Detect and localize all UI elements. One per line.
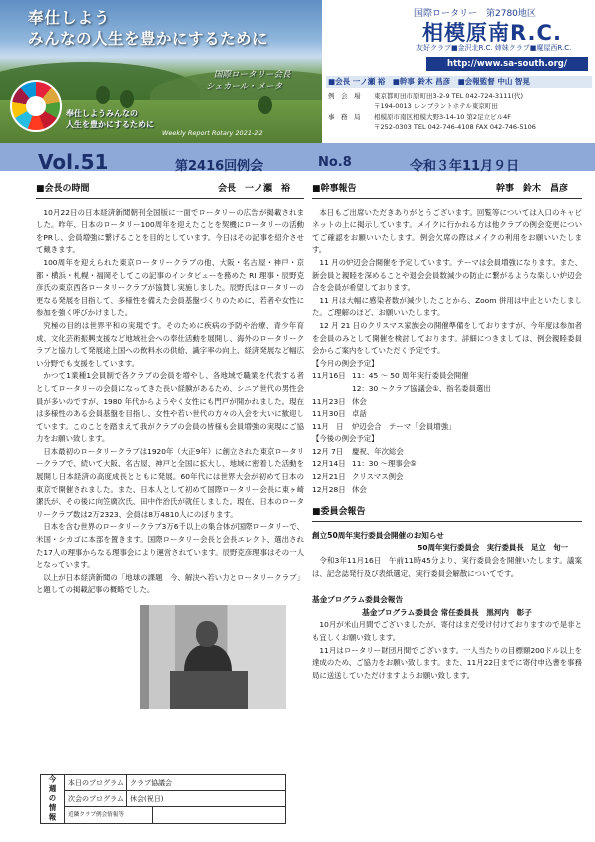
meeting-place-zip-row: [328, 101, 498, 110]
paragraph: 10月が米山月間でございましたが、寄付はまだ受け付けておりますので是非とも宜しくお願い致します。: [312, 620, 582, 642]
meeting-place-zip: 〒194-0013 レンブラントホテル東京町田: [374, 102, 498, 110]
tree-shape: [120, 90, 134, 108]
paragraph: 本日もご出席いただきありがとうございます。回覧等については入口のキャビネットの上に掲示しています。メイクに行かれる方は他クラブの例会変更についてご確認をお願いいたします。例会欠席の際はメイクの利用をお願いいたします。: [312, 207, 582, 255]
schedule-row: 12月14日 11：30 ～理事会⑤: [312, 459, 417, 469]
paragraph: 11月はロータリー財団月間でございます。一人当たりの目標額200ドル以上を達成のため、ご協力をお願い致します。また、11月22日までに寄付申込書を事務局に送送していただけますようお願い致します。: [312, 645, 582, 680]
office-label: 事 務 局: [328, 113, 361, 121]
rotary-theme-logo: [10, 80, 62, 132]
podium-shape: [170, 671, 248, 709]
schedule-title: 【今後の例会予定】: [312, 434, 379, 444]
info-key: 本日のプログラム: [65, 775, 127, 790]
slogan-line1: 奉仕しよう: [28, 9, 111, 27]
weekly-info-table: [40, 774, 286, 824]
website-link[interactable]: http://www.sa-south.org/: [426, 57, 588, 71]
info-row: [65, 791, 285, 807]
section-byline: 幹事 鈴木 昌彦: [495, 184, 568, 194]
section-title: ■会長の時間: [36, 184, 90, 194]
schedule-row: 11月23日 休会: [312, 396, 367, 406]
committee-item-title: 基金プログラム委員会報告: [312, 595, 404, 605]
paragraph: 究極の目的は世界平和の実現です。そのために疾病の予防や治療、青少年育成、文化芸術振興支援など地域社会への奉仕活動を展開し、海外のロータリークラブと協力して発展途上国への飲料水の供給、識字率の向上、経済発展など幅広い分野でも支援をしています。: [36, 320, 304, 368]
office-row: [328, 112, 511, 121]
secretary-column: [312, 183, 582, 682]
logo-text-line1: 奉仕しようみんなの: [66, 109, 138, 118]
committee-item-byline: 基金プログラム委員会 常任委員長 黒河内 彰子: [362, 607, 532, 617]
weekly-report-label: Weekly Report Rotary 2021-22: [162, 129, 263, 137]
issue-date: 令和３年11月９日: [410, 159, 520, 174]
schedule-row: 12：30 ～クラブ協議会①、指名委員選出: [352, 383, 491, 393]
schedule-title: 【今月の例会予定】: [312, 358, 379, 368]
officers-bar: ■会長 一ノ瀬 裕 ■幹事 鈴木 昌彦 ■会報監督 中山 智晃: [326, 76, 592, 88]
info-value: 休会(祝日): [130, 795, 164, 803]
paragraph: 11 月の炉辺会合開催を予定しています。テーマは会員増強になります。また、新会員と親睦を深めることや退会会員数減少の防止に繋がるような楽しい炉辺会合を会員が希望しております。: [312, 257, 582, 293]
club-name: 相模原南R.C.: [422, 21, 562, 45]
committee-section-header: [312, 506, 582, 522]
section-title: ■委員会報告: [312, 507, 366, 518]
meeting-place-label: 例 会 場: [328, 92, 361, 100]
paragraph: 10月22日の日本経済新聞朝刊全国版に一面でロータリーの広告が掲載されました。昨年、日本のロータリー100周年を迎えたことを契機にロータリーの活動をPRし、会員増強に繋げることを目的としています。今日はその記事を紹介させて戴きます。: [36, 207, 304, 255]
paragraph: 以上が日本経済新聞の「地球の課題 今、解決へ若い力とロータリークラブ」と題しての掲載記事の概略でした。: [36, 572, 304, 595]
info-value: [153, 807, 285, 823]
volume-number: Vol.51: [38, 150, 109, 174]
hero-landscape-image: [0, 0, 322, 143]
office-zip-phone: 〒252-0303 TEL 042-746-4108 FAX 042-746-5106: [374, 123, 536, 131]
info-key: 近隣クラブ例会情報等: [65, 807, 153, 823]
president-column: [36, 183, 304, 709]
paragraph: 12 月 21 日のクリスマス家族会の開催準備をしておりますが、今年度は参加者を会員のみとして開催を検討しております。詳細につきましては、例会親睦委員会からご案内をしていただく予定です。: [312, 320, 582, 356]
district-label: 国際ロータリー 第2780地区: [414, 9, 536, 19]
this-month-schedule: [312, 358, 582, 497]
slogan-line2: みんなの人生を豊かにするために: [28, 30, 269, 48]
tree-shape: [258, 96, 272, 114]
schedule-row: 12月28日 休会: [312, 484, 367, 494]
office-address: 相模原市南区相模大野3-14-10 第2足立ビル4F: [374, 113, 511, 121]
club-info-panel: [322, 0, 595, 143]
section-byline: 会長 一ノ瀬 裕: [217, 184, 290, 194]
committee-item-byline: 50周年実行委員会 実行委員長 足立 旬一: [417, 543, 568, 553]
logo-text-line2: 人生を豊かにするために: [66, 120, 154, 129]
meeting-place-row: [328, 91, 523, 100]
issue-number: No.8: [318, 155, 352, 170]
paragraph: 令和3年11月16日 午前11時45分より、実行委員会を開催いたします。議案は、記念誌発行及び表紙選定、実行委員会解散についてです。: [312, 556, 582, 578]
meeting-number: 第2416回例会: [175, 159, 264, 174]
paragraph: 11 月は大幅に感染者数が減少したことから、Zoom 併用は中止といたしました。ご理解のほど、お願いいたします。: [312, 295, 582, 318]
secretary-section-header: [312, 183, 582, 199]
theme-line1: 国際ロータリー会長: [214, 70, 291, 80]
meeting-place-address: 東京都町田市原町田3-2-9 TEL 042-724-3111(代): [374, 92, 524, 100]
schedule-row: 12月21日 クリスマス例会: [312, 472, 404, 482]
president-section-header: [36, 183, 304, 199]
info-row: [65, 775, 285, 791]
schedule-row: 12月 7日 慶祝、年次総会: [312, 446, 404, 456]
masthead: [0, 0, 595, 143]
theme-line2: シェカール・メータ: [206, 82, 283, 92]
paragraph: 100周年を迎えられた東京ロータリークラブの他、大阪・名古屋・神戸・京都・横浜・札幌・福岡そしてこの記事のインタビューを務めた RI 理事・辰野克彦氏の東京西各ロータリークラブが協賛し実施しました。辰野氏はロータリーの更なる発展を目指して、多様性を備えた会員基盤づくりのために、若者や女性に参加を強く呼びかけました。: [36, 257, 304, 318]
info-value: クラブ協議会: [130, 779, 172, 787]
info-key: 次会のプログラム: [65, 791, 127, 806]
speaker-head: [196, 621, 218, 647]
paragraph: かつて1業種1会員制で各クラブの会員を増やし、各地域で職業を代表する者としてロータリーの会員になってきた長い経験があるため、シニア世代の男性会員が多いのですが、1980 年代からようやく女性にも門戸が開かれました。現在は多様性のある会員基盤を目指し、女性や若い世代の方々の入会を大いに歓迎しています。このことを踏まえて我がクラブの会員の皆様も会員増強の実現にご協力をお願い致します。: [36, 371, 304, 444]
committee-item-title: 創立50周年実行委員会開催のお知らせ: [312, 530, 444, 540]
schedule-row: 11月 日 炉辺会合 テーマ「会員増強」: [312, 421, 456, 431]
info-row: [65, 807, 285, 823]
section-title: ■幹事報告: [312, 184, 357, 194]
schedule-row: 11月16日 11：45 ～ 50 周年実行委員会開催: [312, 371, 469, 381]
sister-clubs: 友好クラブ■金沢北R.C. 姉妹クラブ■魔屋西R.C.: [416, 44, 572, 52]
schedule-row: 11月30日 卓話: [312, 409, 367, 419]
tree-shape: [96, 86, 110, 104]
paragraph: 日本を含む世界のロータリークラブ3万6千以上の集合体が国際ロータリーで、米国・シカゴに本部を置きます。国際ロータリー会長と会長エレクト、選出された17人の理事からなる理事会により運営されています。辰野克彦理事はその一人となっています。: [36, 522, 304, 570]
president-speech-photo: [140, 605, 286, 709]
weekly-info-label: 今週の情報: [41, 775, 65, 823]
office-zip-row: [328, 122, 536, 131]
paragraph: 日本最初のロータリークラブは1920年（大正9年）に創立された東京ロータリークラブで、続いて大阪、名古屋、神戸と全国に拡大し、地域に密着した活動を展開し日本経済の高度成長とともに発展。60年代には世界大会が初めて日本の東京で開催されました。また、日本人として初めて国際ロータリー会長に東ヶ崎潔氏が、その後に向笠廣次氏、田中作治氏が就任しました。現在、日本のロータリークラブ数は2万2323、会員は8万4810人にのぼります。: [36, 446, 304, 519]
